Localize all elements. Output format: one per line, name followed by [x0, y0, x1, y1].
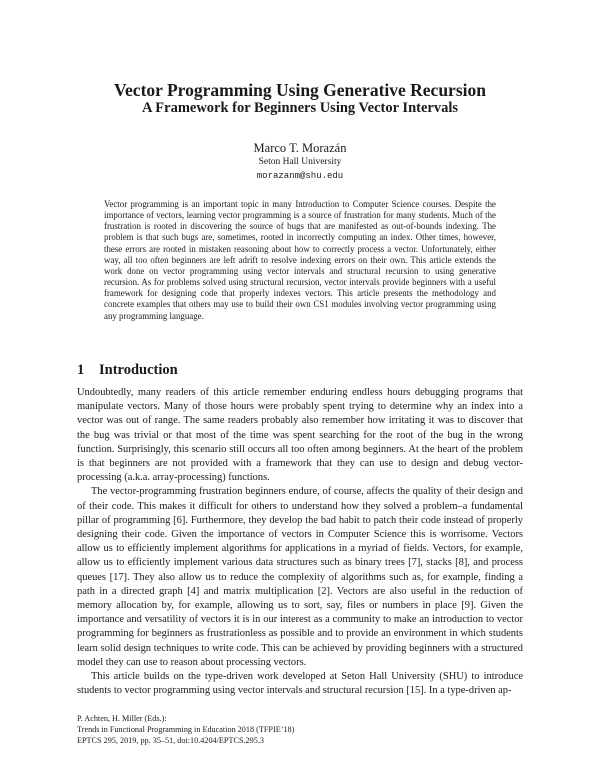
section-heading — [77, 362, 178, 379]
section-body — [77, 386, 523, 698]
abstract-text: Vector programming is an important topic in many Introduction to Computer Science courses. Despite the importance of vectors, learning vector programming is a source of frustration for many students. Much of the frustration is rooted in discovering the source of bugs that are manifested as out-of-bounds indexing. The problem is that such bugs are, sometimes, rooted in incorrectly computing an index. Other times, however, these errors are rooted in mistaken reasoning about how to correctly process a vector. Unfortunately, either way, all too often beginners are left adrift to resolve indexing errors on their own. This article extends the work done on vector programming using vector intervals and structural recursion to using generative recursion. As for problems solved using structural recursion, vector intervals provide beginners with a useful framework for designing code that properly indexes vectors. This article presents the methodology and concrete examples that others may use to build their own CS1 modules involving vector programming using any programming language. — [104, 199, 496, 321]
paragraph: This article builds on the type-driven work developed at Seton Hall University (SHU) to introduce students to vector programming using vector intervals and structural recursion [15]. In a type-driven ap- — [77, 671, 523, 697]
footer-editors: P. Achten, H. Miller (Eds.): — [77, 714, 167, 723]
author-name: Marco T. Morazán — [253, 141, 347, 155]
footer-venue: Trends in Functional Programming in Education 2018 (TFPIE’18) — [77, 724, 295, 734]
section-title: Introduction — [99, 362, 178, 378]
publication-footer — [77, 714, 294, 746]
section-number: 1 — [77, 362, 85, 378]
paper-title: Vector Programming Using Generative Recursion — [114, 80, 486, 100]
footer-citation: EPTCS 295, 2019, pp. 35–51, doi:10.4204/EPTCS.295.3 — [77, 735, 264, 745]
paragraph: The vector-programming frustration beginners endure, of course, affects the quality of their design and of their code. This makes it difficult for others to understand how they solved a problem–a fundamental pillar of programming [6]. Furthermore, they develop the bad habit to patch their code instead of properly designing their code. Given the importance of vectors in Computer Science this is worrisome. Vectors allow us to efficiently implement algorithms for applications in a myriad of fields. Vectors, for example, allow us to efficiently implement various data structures such as binary trees [7], stacks [8], and process queues [17]. They also allow us to reduce the complexity of algorithms such as, for example, finding a path in a directed graph [4] and matrix multiplication [2]. Vectors are also useful in the reduction of memory allocation by, for example, allowing us to sort, say, files or numbers in place [9]. Given the importance and versatility of vectors it is in our interest as a community to make an introduction to vector programming for beginners as frustrationless as possible and to provide an environment in which students learn solid design techniques to write code. This can be achieved by providing beginners with a structured model they can use to reason about processing vectors. — [77, 486, 523, 668]
author-affiliation: Seton Hall University — [258, 157, 342, 167]
paragraph: Undoubtedly, many readers of this article remember enduring endless hours debugging programs that manipulate vectors. Many of those hours were probably spent trying to determine why an index into a vector was out of range. The same readers probably also remember how irritating it was to discover that the bug was trivial or that most of the time was spent searching for the root of the bug in the wrong function. Surprisingly, this scenario still occurs all too often among beginners. At the heart of the problem is that beginners are not provided with a framework that they can use to design and debug vector-processing (a.k.a. array-processing) functions. — [77, 387, 523, 484]
paper-subtitle: A Framework for Beginners Using Vector Intervals — [141, 100, 459, 116]
abstract — [104, 199, 496, 322]
author-email: morazanm@shu.edu — [256, 171, 344, 181]
